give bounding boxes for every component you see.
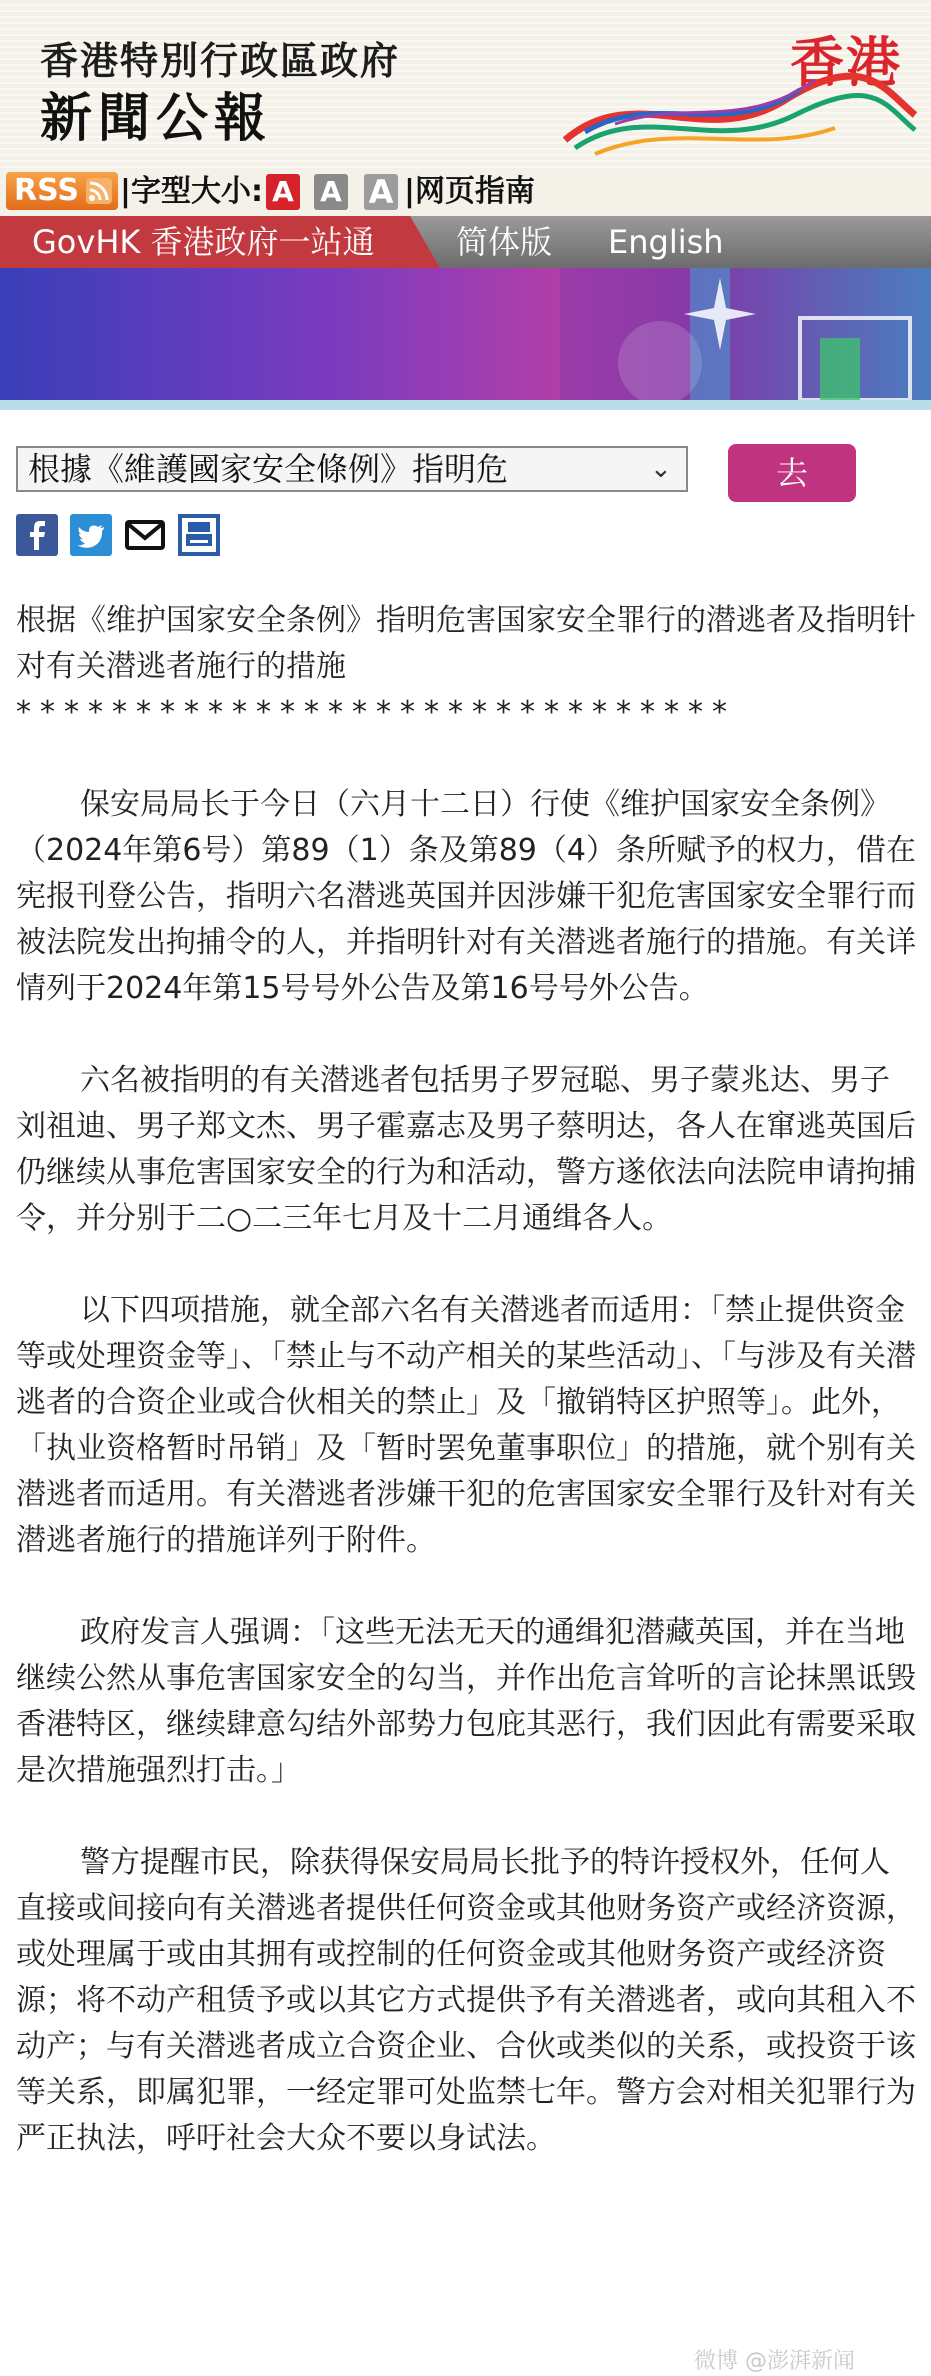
email-icon[interactable]: [124, 514, 166, 556]
press-release-select[interactable]: 根據《維護國家安全條例》指明危: [16, 446, 688, 492]
nav-govhk-link[interactable]: GovHK 香港政府一站通: [32, 223, 375, 261]
print-icon[interactable]: [178, 514, 220, 556]
article-paragraph: 六名被指明的有关潜逃者包括男子罗冠聪、男子蒙兆达、男子刘祖迪、男子郑文杰、男子霍嘉志及男子蔡明达，各人在窜逃英国后仍继续从事危害国家安全的行为和活动，警方遂依法向法院申请拘捕令，并分别于二○二三年七月及十二月通缉各人。: [16, 1063, 916, 1236]
nav-simplified-link[interactable]: 简体版: [456, 223, 553, 261]
article-paragraph: 政府发言人强调：「这些无法无天的通缉犯潜藏英国，并在当地继续公然从事危害国家安全的勾当，并作出危言耸听的言论抹黑诋毁香港特区，继续肆意勾结外部势力包庇其恶行，我们因此有需要采取是次措施强烈打击。」: [16, 1615, 916, 1788]
web-guide-link[interactable]: |网页指南: [404, 174, 535, 209]
masthead-title: 香港特別行政區政府: [40, 39, 401, 83]
article-paragraph: 以下四项措施，就全部六名有关潜逃者而适用：「禁止提供资金等或处理资金等」、「禁止与不动产相关的某些活动」、「与涉及有关潜逃者的合资企业或合伙相关的禁止」及「撤销特区护照等」。此外，「执业资格暂时吊销」及「暂时罢免董事职位」的措施，就个别有关潜逃者而适用。有关潜逃者涉嫌干犯的危害国家安全罪行及针对有关潜逃者施行的措施详列于附件。: [16, 1293, 916, 1558]
flying-dragon-logo-icon: [555, 60, 925, 160]
article-paragraph: 警方提醒市民，除获得保安局局长批予的特许授权外，任何人直接或间接向有关潜逃者提供任何资金或其他财务资产或经济资源，或处理属于或由其拥有或控制的任何资金或其他财务资产或经济资源；将不动产租赁予或以其它方式提供予有关潜逃者，或向其租入不动产；与有关潜逃者成立合资企业、合伙或类似的关系，或投资于该等关系，即属犯罪，一经定罪可处监禁七年。警方会对相关犯罪行为严正执法，呼吁社会大众不要以身试法。: [16, 1845, 916, 2156]
article-paragraph: 保安局局长于今日（六月十二日）行使《维护国家安全条例》（2024年第6号）第89（1）条及第89（4）条所赋予的权力，借在宪报刊登公告，指明六名潜逃英国并因涉嫌干犯危害国家安全罪行而被法院发出拘捕令的人，并指明针对有关潜逃者施行的措施。有关详情列于2024年第15号号外公告及第16号号外公告。: [16, 787, 916, 1006]
article-title: 根据《维护国家安全条例》指明危害国家安全罪行的潜逃者及指明针对有关潜逃者施行的措施: [16, 603, 916, 684]
banner-stripe: [0, 400, 931, 410]
weibo-watermark: 微博 @澎湃新闻: [694, 2349, 855, 2374]
chevron-down-icon: ⌄: [650, 454, 672, 484]
font-size-label: |字型大小:: [120, 174, 263, 209]
nav-english-link[interactable]: English: [608, 223, 724, 261]
font-size-large-button[interactable]: A: [364, 174, 398, 210]
masthead-subtitle: 新聞公報: [40, 89, 273, 149]
go-button[interactable]: 去: [728, 444, 856, 502]
rss-feed-icon: [86, 178, 112, 204]
font-size-small-button[interactable]: A: [266, 174, 300, 210]
press-release-article: [16, 598, 916, 2162]
hong-kong-logo-text: 香港: [790, 31, 902, 94]
twitter-icon[interactable]: [70, 514, 112, 556]
banner-art-icon: [0, 268, 931, 400]
article-separator: ******************************: [16, 695, 736, 730]
decorative-banner: [0, 268, 931, 400]
facebook-icon[interactable]: [16, 514, 58, 556]
rss-label: RSS: [14, 173, 79, 208]
font-size-medium-button[interactable]: A: [314, 174, 348, 210]
